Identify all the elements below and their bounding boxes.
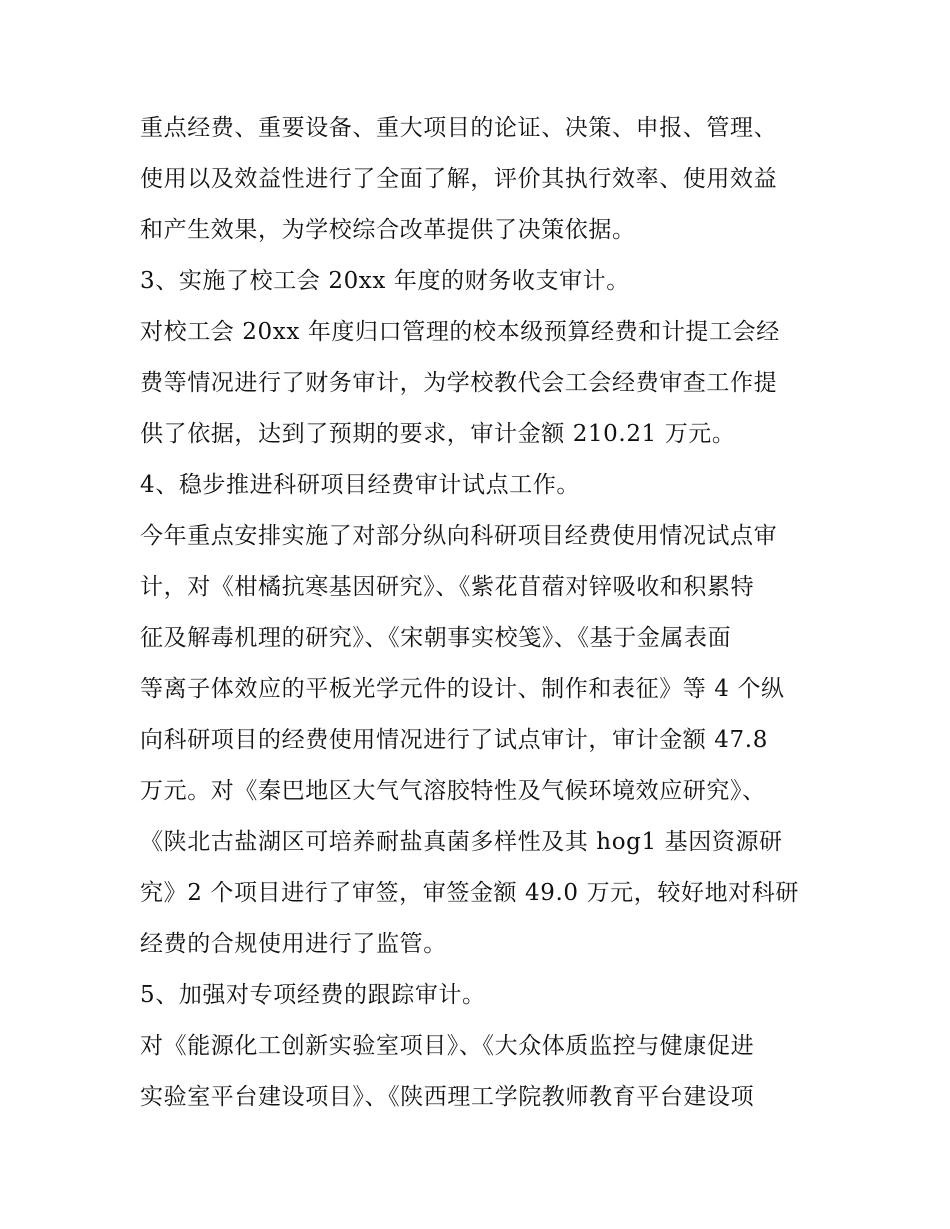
text-line: 实验室平台建设项目》、《陕西理工学院教师教育平台建设项 [140, 1084, 755, 1110]
text-line: 向科研项目的经费使用情况进行了试点审计，审计金额 47.8 [140, 727, 768, 753]
text-line: 等离子体效应的平板光学元件的设计、制作和表征》等 4 个纵 [140, 676, 785, 702]
text-line: 对《能源化工创新实验室项目》、《大众体质监控与健康促进 [140, 1033, 755, 1059]
body-text [140, 103, 820, 1123]
section-heading-3: 3、实施了校工会 20xx 年度的财务收支审计。 [140, 268, 630, 294]
section-heading-4: 4、稳步推进科研项目经费审计试点工作。 [140, 472, 581, 498]
text-line: 究》2 个项目进行了审签，审签金额 49.0 万元，较好地对科研 [140, 880, 799, 906]
text-line: 万元。对《秦巴地区大气气溶胶特性及气候环境效应研究》、 [140, 778, 766, 804]
text-line: 《陕北古盐湖区可培养耐盐真菌多样性及其 hog1 基因资源研 [140, 829, 783, 855]
text-line: 今年重点安排实施了对部分纵向科研项目经费使用情况试点审 [140, 523, 778, 549]
text-line: 征及解毒机理的研究》、《宋朝事实校笺》、《基于金属表面 [140, 625, 732, 651]
text-line: 供了依据，达到了预期的要求，审计金额 210.21 万元。 [140, 421, 736, 447]
text-line: 计，对《柑橘抗寒基因研究》、《紫花苜蓿对锌吸收和积累特 [140, 574, 755, 600]
text-line: 重点经费、重要设备、重大项目的论证、决策、申报、管理、 [140, 115, 778, 141]
text-line: 对校工会 20xx 年度归口管理的校本级预算经费和计提工会经 [140, 319, 780, 345]
text-line: 和产生效果，为学校综合改革提供了决策依据。 [140, 217, 636, 243]
text-line: 使用以及效益性进行了全面了解，评价其执行效率、使用效益 [140, 166, 778, 192]
text-line: 费等情况进行了财务审计，为学校教代会工会经费审查工作提 [140, 370, 778, 396]
text-line: 经费的合规使用进行了监管。 [140, 931, 447, 957]
section-heading-5: 5、加强对专项经费的跟踪审计。 [140, 982, 486, 1008]
